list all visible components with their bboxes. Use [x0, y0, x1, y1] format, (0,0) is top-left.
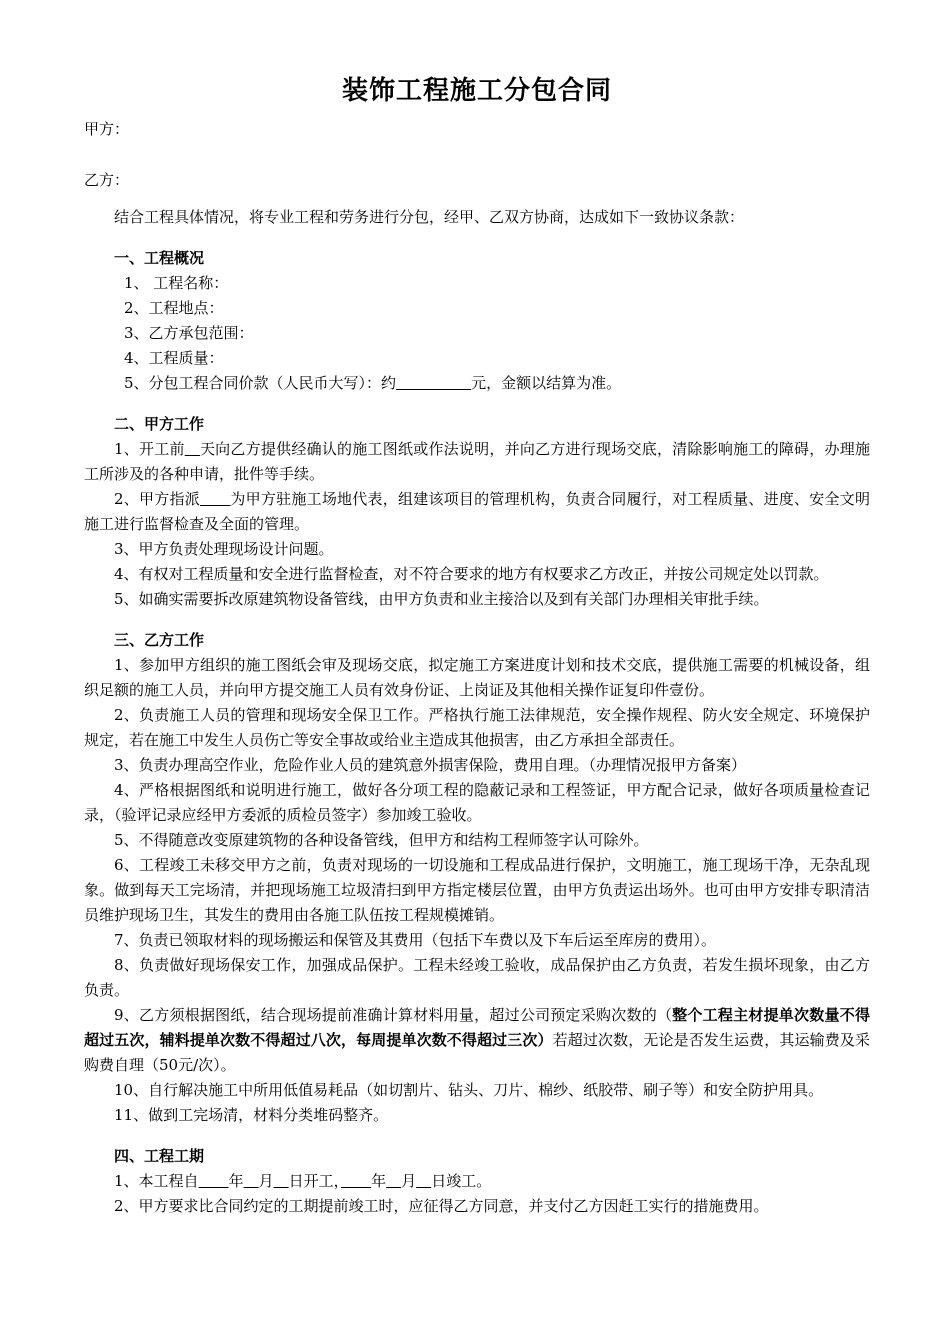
contract-page [84, 70, 870, 1219]
party-b-clause-9: 9、乙方须根据图纸，结合现场提前准确计算材料用量，超过公司预定采购次数的（整个工程主材提单次数量不得超过五次，辅料提单次数不得超过八次，每周提单次数不得超过三次）若超过次数，无论是否发生运费，其运输费及采购费自理（50元/次）。 [84, 1006, 870, 1074]
document-title: 装饰工程施工分包合同 [341, 76, 612, 106]
schedule-clause-1: 1、本工程自 年 月 日开工， 年 月 日竣工。 [114, 1172, 492, 1190]
order-limit-text: 整个工程主材提单次数量不得超过五次，辅料提单次数不得超过八次，每周提单次数不得超过三次） [84, 1006, 870, 1049]
project-name-item: 1、 工程名称： [124, 274, 229, 292]
party-b-clause-6: 6、工程竣工未移交甲方之前，负责对现场的一切设施和工程成品进行保护，文明施工，施工现场干净，无杂乱现象。做到每天工完场清，并把现场施工垃圾清扫到甲方指定楼层位置，由甲方负责运出场外。也可由甲方安排专职清洁员维护现场卫生，其发生的费用由各施工队伍按工程规模摊销。 [84, 856, 870, 924]
representative-blank [200, 490, 230, 508]
contract-price-item: 5、分包工程合同价款（人民币大写）：约 元，金额以结算为准。 [124, 374, 622, 392]
contract-scope-item: 3、乙方承包范围： [124, 324, 254, 342]
section-3-heading: 三、乙方工作 [114, 631, 205, 649]
project-quality-item: 4、工程质量： [124, 349, 224, 367]
party-a-label: 甲方： [84, 120, 130, 138]
spacer [84, 142, 870, 168]
party-a-clause-4: 4、有权对工程质量和安全进行监督检查，对不符合要求的地方有权要求乙方改正，并按公司规定处以罚款。 [114, 565, 829, 583]
party-b-clause-11: 11、做到工完场清，材料分类堆码整齐。 [114, 1106, 389, 1124]
party-a-clause-3: 3、甲方负责处理现场设计问题。 [114, 540, 334, 558]
intro-paragraph: 结合工程具体情况，将专业工程和劳务进行分包，经甲、乙双方协商，达成如下一致协议条款： [114, 208, 745, 226]
project-location-item: 2、工程地点： [124, 299, 224, 317]
party-b-label: 乙方： [84, 171, 130, 189]
party-b-clause-8: 8、负责做好现场保安工作，加强成品保护。工程未经竣工验收，成品保护由乙方负责，若发生损坏现象，由乙方负责。 [84, 956, 870, 999]
schedule-clause-2: 2、甲方要求比合同约定的工期提前竣工时，应征得乙方同意，并支付乙方因赶工实行的措施费用。 [114, 1197, 769, 1215]
party-b-clause-1: 1、参加甲方组织的施工图纸会审及现场交底，拟定施工方案进度计划和技术交底，提供施工需要的机械设备，组织足额的施工人员，并向甲方提交施工人员有效身份证、上岗证及其他相关操作证复印件壹份。 [84, 656, 870, 699]
party-b-clause-5: 5、不得随意改变原建筑物的各种设备管线，但甲方和结构工程师签字认可除外。 [114, 831, 649, 849]
party-b-clause-10: 10、自行解决施工中所用低值易耗品（如切割片、钻头、刀片、棉纱、纸胶带、刷子等）和安全防护用具。 [114, 1081, 824, 1099]
party-a-clause-5: 5、如确实需要拆改原建筑物设备管线，由甲方负责和业主接洽以及到有关部门办理相关审批手续。 [114, 590, 769, 608]
party-a-clause-2: 2、甲方指派 为甲方驻施工场地代表，组建该项目的管理机构，负责合同履行，对工程质量、进度、安全文明施工进行监督检查及全面的管理。 [84, 490, 870, 533]
price-blank [396, 374, 471, 392]
section-4-heading: 四、工程工期 [114, 1147, 205, 1165]
section-2-heading: 二、甲方工作 [114, 415, 205, 433]
party-b-clause-7: 7、负责已领取材料的现场搬运和保管及其费用（包括下车费以及下车后运至库房的费用）。 [114, 931, 717, 949]
days-blank [185, 440, 200, 458]
party-b-clause-3: 3、负责办理高空作业，危险作业人员的建筑意外损害保险，费用自理。（办理情况报甲方备案） [114, 756, 747, 774]
party-a-clause-1: 1、开工前 天向乙方提供经确认的施工图纸或作法说明，并向乙方进行现场交底，清除影响施工的障碍，办理施工所涉及的各种申请，批件等手续。 [84, 440, 870, 483]
section-1-heading: 一、工程概况 [114, 249, 205, 267]
party-b-clause-4: 4、严格根据图纸和说明进行施工，做好各分项工程的隐蔽记录和工程签证，甲方配合记录，做好各项质量检查记录，（验评记录应经甲方委派的质检员签字）参加竣工验收。 [84, 781, 870, 824]
party-b-clause-2: 2、负责施工人员的管理和现场安全保卫工作。严格执行施工法律规范，安全操作规程、防火安全规定、环境保护规定，若在施工中发生人员伤亡等安全事故或给业主造成其他损害，由乙方承担全部责任。 [84, 706, 870, 749]
